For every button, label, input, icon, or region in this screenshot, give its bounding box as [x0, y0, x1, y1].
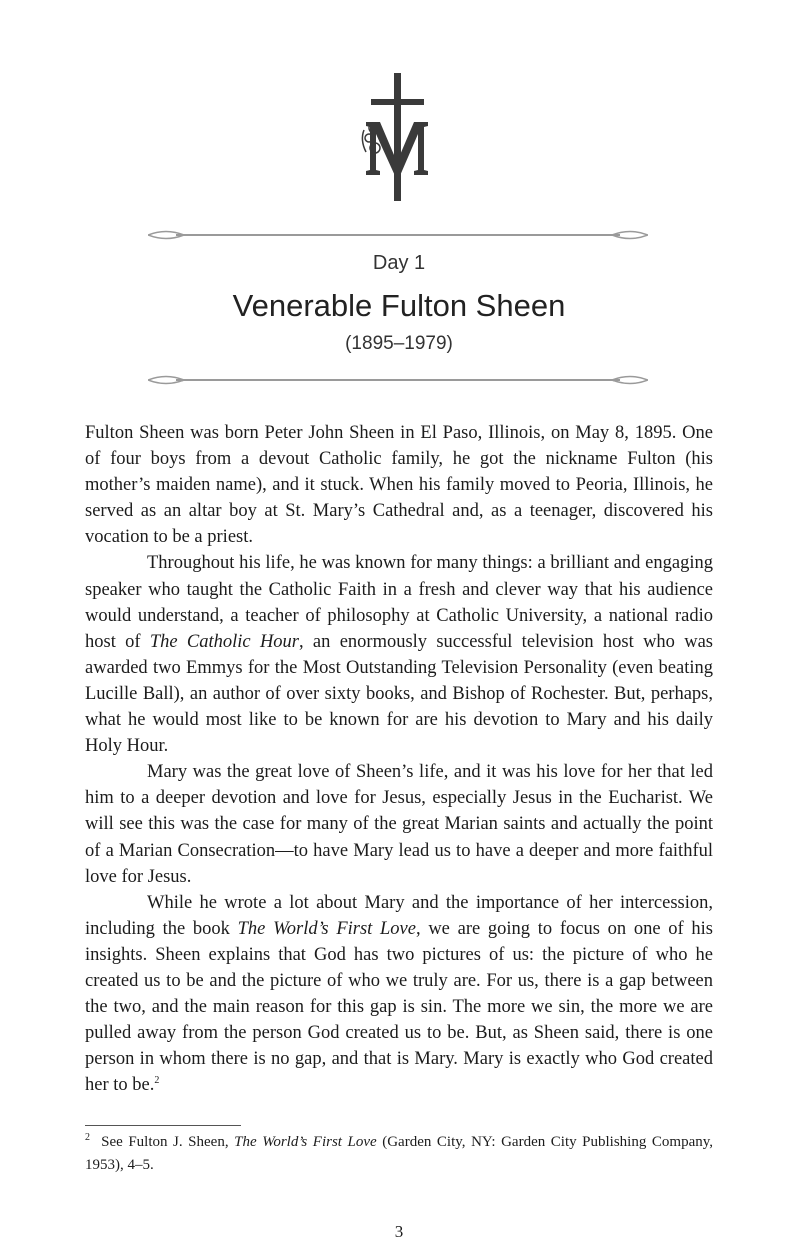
paragraph-1: Fulton Sheen was born Peter John Sheen in El Paso, Illinois, on May 8, 1895. One of four boys from a devout Catholic family, he got the nickname Fulton (his mother’s maiden name), and it stuck. When his family moved to Peoria, Illinois, he served as an altar boy at St. Mary’s Cathedral and, as a teenager, discovered his vocation to be a priest. [85, 423, 713, 548]
body-text [85, 420, 713, 1098]
paragraph-2 [85, 550, 713, 759]
paragraph-2-text-b: , an enormously successful television host who was awarded two Emmys for the Most Outstanding Television Personality (even beating Lucille Ball), an author of over sixty books, and Bishop of Rochester. But, perhaps, what he would most like to be known for are his devotion to Mary and his daily Holy Hour. [85, 631, 713, 757]
footnote-reference[interactable]: 2 [154, 1075, 160, 1087]
footnote [85, 1131, 713, 1177]
footnote-text-b: (Garden City, NY: Garden City Publishing Company, 1953), 4–5. [85, 1134, 714, 1173]
top-ornament-rule [148, 228, 648, 242]
footnote-number: 2 [85, 1132, 90, 1143]
paragraph-4-text-b: , we are going to focus on one of his insights. Sheen explains that God has two pictures of us: the picture of who he created us to be and the picture of who we truly are. For us, there is a gap between the two, and the main reason for this gap is sin. The more we sin, the more we are pulled away from the person God created us to be. But, as Sheen said, there is one person in whom there is no gap, and that is Mary. Mary is exactly who God created her to be. [85, 918, 713, 1096]
footnote-text-a: See Fulton J. Sheen, [101, 1134, 235, 1150]
paragraph-4 [85, 890, 713, 1099]
day-label: Day 1 [372, 252, 426, 274]
footnote-divider [85, 1125, 241, 1126]
book-title: The World’s First Love [237, 918, 416, 939]
paragraph-4-text-a: While he wrote a lot about Mary and the importance of her intercession, including the book [85, 892, 713, 939]
bottom-ornament-rule [148, 373, 648, 387]
paragraph-3: Mary was the great love of Sheen’s life, and it was his love for her that led him to a deeper devotion and love for Jesus, especially Jesus in the Eucharist. We will see this was the case for many of the great Marian saints and actually the point of a Marian Consecration—to have Mary lead us to have a deeper and more faithful love for Jesus. [85, 762, 713, 887]
life-dates: (1895–1979) [345, 333, 453, 354]
chapter-title: Venerable Fulton Sheen [232, 288, 566, 323]
paragraph-2-text-a: Throughout his life, he was known for many things: a brilliant and engaging speaker who taught the Catholic Faith in a fresh and clever way that his audience would understand, a teacher of philosophy at Catholic University, a national radio host of [85, 553, 713, 652]
page-number: 3 [394, 1222, 404, 1241]
radio-show-title: The Catholic Hour [149, 631, 299, 652]
footnote-book-title: The World’s First Love [234, 1134, 377, 1150]
marian-monogram-icon [352, 70, 442, 204]
